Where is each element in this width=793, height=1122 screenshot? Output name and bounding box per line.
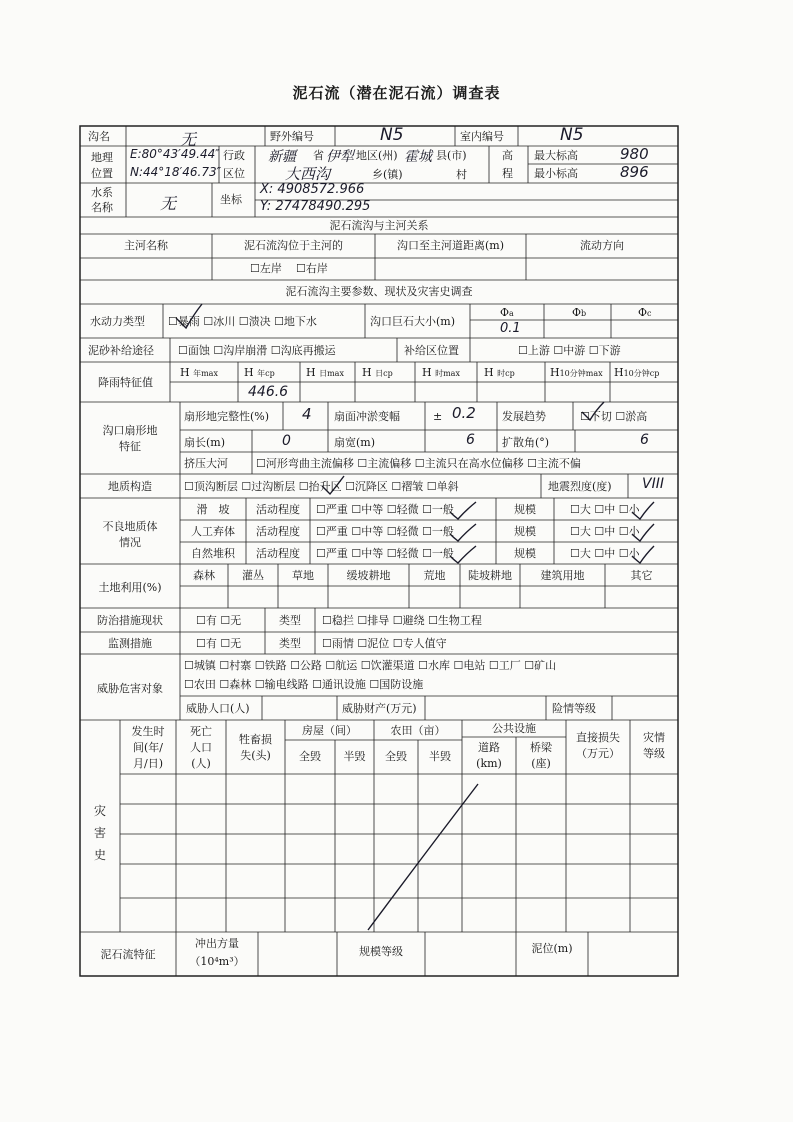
prevent-type-options[interactable]: ☐稳拦 ☐排导 ☐避绕 ☐生物工程 [322,614,482,627]
hist-death-c: (人) [191,757,211,770]
page-title: 泥石流（潜在泥石流）调查表 [292,84,501,102]
hist-road: 道路 [478,741,500,754]
bad-row-activity-options[interactable]: ☐严重 ☐中等 ☐轻微 ☐一般 [316,547,454,560]
hist-farm-half: 半毁 [429,750,451,763]
section-params: 泥石流沟主要参数、现状及灾害史调查 [285,285,473,298]
supply-pos-options[interactable]: ☐上游 ☐中游 ☐下游 [518,344,621,357]
gou-name-label: 沟名 [88,130,110,143]
bad-row-name: 人工弃体 [191,525,235,538]
fan-angle-value: 6 [640,432,649,448]
rain-h7-sub: 10分钟max [559,369,603,378]
volume-unit: （10⁴m³） [189,955,245,968]
bad-row-scale-label: 规模 [514,525,536,538]
elev-label-2: 程 [502,167,513,180]
location-n: N:44°18′46.73″ [130,165,222,179]
hydro-options[interactable]: ☐暴雨 ☐冰川 ☐溃决 ☐地下水 [168,315,317,328]
bad-row-activity-label: 活动程度 [256,547,300,560]
hist-level-a: 灾情 [643,731,665,744]
admin-label-1: 行政 [223,149,245,162]
rain-h4-sub: 日cp [375,369,393,378]
prevent-label: 防治措施现状 [97,614,163,627]
threat-options-line1[interactable]: ☐城镇 ☐村寨 ☐铁路 ☐公路 ☐航运 ☐饮灌渠道 ☐水库 ☐电站 ☐工厂 ☐矿山 [184,659,557,672]
fan-amp-label: 扇面冲淤变幅 [334,410,400,423]
province-value: 新疆 [268,149,296,165]
fan-width-label: 扇宽(m) [334,436,376,449]
supply-label: 泥砂补给途径 [88,344,154,357]
prevent-options[interactable]: ☐有 ☐无 [196,614,242,627]
rain-h3: H [306,366,316,379]
rain-h7: H [550,366,560,379]
fan-pm: ± [433,410,443,423]
hydro-label: 水动力类型 [90,315,145,328]
hist-death-b: 人口 [190,741,212,754]
phi-a-value: 0.1 [500,321,521,336]
fan-complete-value: 4 [302,405,312,423]
hist-farm-full: 全毁 [385,750,407,763]
rain-h2-value: 446.6 [248,384,289,400]
lab-no-label: 室内编号 [460,130,504,143]
coord-x: X: 4908572.966 [260,182,365,197]
rain-h2: H [244,366,254,379]
bad-row-scale-options[interactable]: ☐大 ☐中 ☐小 [570,525,640,538]
rain-h5-sub: 时max [435,369,460,378]
geo-label: 地质构造 [108,480,152,493]
rain-h5: H [422,366,432,379]
bad-geo-label-1: 不良地质体 [102,520,158,533]
fan-complete-label: 扇形地完整性(%) [184,410,270,423]
bad-row-activity-options[interactable]: ☐严重 ☐中等 ☐轻微 ☐一般 [316,503,454,516]
distance-label: 沟口至主河道距离(m) [396,239,504,252]
hist-loss-b: （万元） [576,747,620,760]
elev-label-1: 高 [502,149,513,162]
land-col: 陡坡耕地 [468,569,512,582]
mud-level-label: 泥位(m) [531,942,573,955]
province-suffix: 省 [313,149,324,162]
min-elev-value: 896 [620,163,649,181]
hist-house-full: 全毁 [299,750,321,763]
history-strike-line [368,784,478,930]
land-col: 草地 [292,569,314,582]
fan-width-value: 6 [466,432,475,448]
threat-property-label: 威胁财产(万元) [342,702,417,715]
land-col: 建筑用地 [540,569,585,582]
monitor-options[interactable]: ☐有 ☐无 [196,637,242,650]
risk-level-label: 险情等级 [552,702,596,715]
monitor-label: 监测措施 [108,637,152,650]
fan-angle-label: 扩散角(°) [502,436,550,449]
land-col: 荒地 [423,569,446,582]
hist-public: 公共设施 [492,722,536,735]
scale-level-label: 规模等级 [359,945,403,958]
feature-label: 泥石流特征 [100,948,156,961]
squeeze-options[interactable]: ☐河形弯曲主流偏移 ☐主流偏移 ☐主流只在高水位偏移 ☐主流不偏 [256,457,581,470]
main-river-label: 主河名称 [124,239,168,252]
fan-label-2: 特征 [119,440,141,453]
field-no-value: N5 [380,125,404,145]
water-system-value: 无 [160,194,177,213]
prefecture-suffix: 地区(州) [356,149,398,162]
land-col: 缓坡耕地 [346,569,391,582]
volume-label: 冲出方量 [195,937,239,950]
fan-length-value: 0 [282,433,291,449]
bad-row-scale-label: 规模 [514,547,536,560]
geo-options[interactable]: ☐顶沟断层 ☐过沟断层 ☐抬升区 ☐沉降区 ☐褶皱 ☐单斜 [184,480,459,493]
phi-c-sub: c [647,309,652,318]
hist-loss-a: 直接损失 [576,731,620,744]
prefecture-value: 伊犁 [326,149,354,165]
bad-row-activity-options[interactable]: ☐严重 ☐中等 ☐轻微 ☐一般 [316,525,454,538]
hist-time-c: 月/日) [133,757,163,770]
threat-people-label: 威胁人口(人) [186,702,250,715]
hist-road-unit: (km) [476,757,502,770]
location-e: E:80°43′49.44″ [130,147,220,161]
bad-row-scale-options[interactable]: ☐大 ☐中 ☐小 [570,547,640,560]
hist-bridge-unit: (座) [531,757,551,770]
max-elev-value: 980 [620,145,649,163]
rain-h1: H [180,366,190,379]
bad-row-name: 滑 坡 [196,503,230,516]
threat-options-line2[interactable]: ☐农田 ☐森林 ☐输电线路 ☐通讯设施 ☐国防设施 [184,678,424,691]
town-value: 大西沟 [285,165,331,183]
rain-h6-sub: 时cp [497,369,515,378]
phi-a: Φ [500,306,510,319]
max-elev-label: 最大标高 [534,149,578,162]
fan-label-1: 沟口扇形地 [102,424,158,437]
bad-row-name: 自然堆积 [191,547,235,560]
section-relation: 泥石流沟与主河关系 [329,219,429,232]
rain-h4: H [362,366,372,379]
disaster-history-label: 灾害史 [94,804,107,862]
phi-c: Φ [638,306,648,319]
fan-trend-label: 发展趋势 [502,410,546,423]
rain-h6: H [484,366,494,379]
location-label: 地理位置 [91,151,113,180]
fan-length-label: 扇长(m) [184,436,226,449]
position-label: 泥石流沟位于主河的 [244,239,343,252]
hist-livestock-b: 失(头) [240,749,271,762]
water-system-label: 水系名称 [91,186,113,214]
admin-label-2: 区位 [223,167,245,180]
supply-options[interactable]: ☐面蚀 ☐沟岸崩滑 ☐沟底再搬运 [178,344,336,357]
county-value: 霍城 [404,149,432,165]
squeeze-label: 挤压大河 [184,457,228,470]
right-bank-option[interactable]: ☐右岸 [296,262,328,275]
boulder-label: 沟口巨石大小(m) [370,315,456,328]
coord-label: 坐标 [220,193,242,206]
supply-pos-label: 补给区位置 [404,344,459,357]
hist-time-b: 间(年/ [133,741,163,754]
bad-row-scale-options[interactable]: ☐大 ☐中 ☐小 [570,503,640,516]
county-suffix: 县(市) [436,149,467,162]
lab-no-value: N5 [560,125,584,145]
left-bank-option[interactable]: ☐左岸 [250,262,282,275]
land-col: 其它 [630,569,653,582]
phi-b: Φ [572,306,582,319]
monitor-type-options[interactable]: ☐雨情 ☐泥位 ☐专人值守 [322,637,447,650]
prevent-type-label: 类型 [279,614,301,627]
hist-farmland: 农田（亩） [390,724,446,737]
bad-geo-label-2: 情况 [119,536,141,549]
min-elev-label: 最小标高 [534,167,578,180]
rain-h8-sub: 10分钟cp [623,369,660,378]
hist-house-half: 半毁 [343,750,366,763]
gou-name-value: 无 [180,130,197,149]
fan-amp-value: 0.2 [452,404,476,422]
quake-label: 地震烈度(度) [548,480,612,493]
bad-row-activity-label: 活动程度 [256,503,300,516]
rain-h3-sub: 日max [319,369,344,378]
hist-level-b: 等级 [643,747,665,760]
bad-row-activity-label: 活动程度 [256,525,300,538]
rain-h2-sub: 年cp [257,369,275,378]
bad-row-scale-label: 规模 [514,503,536,516]
hist-livestock-a: 牲畜损 [239,733,272,746]
fan-trend-options[interactable]: ☐下切 ☐淤高 [580,410,648,423]
phi-a-sub: a [509,309,514,318]
phi-b-sub: b [581,309,587,318]
village-suffix: 村 [456,168,467,181]
monitor-type-label: 类型 [279,637,301,650]
land-use-label: 土地利用(%) [98,581,162,594]
town-suffix: 乡(镇) [372,168,403,181]
rain-h8: H [614,366,624,379]
hist-time-a: 发生时 [131,725,165,738]
field-no-label: 野外编号 [270,130,314,143]
rain-h1-sub: 年max [193,369,218,378]
quake-value: VIII [642,476,664,492]
threat-label: 威胁危害对象 [97,682,163,695]
flow-direction-label: 流动方向 [580,239,624,252]
land-col: 灌丛 [242,569,264,582]
hist-death-a: 死亡 [190,725,212,738]
coord-y: Y: 27478490.295 [260,199,371,214]
rain-label: 降雨特征值 [98,376,153,389]
land-col: 森林 [193,569,215,582]
hist-bridge: 桥梁 [530,741,552,754]
hist-house: 房屋（间） [302,724,357,737]
